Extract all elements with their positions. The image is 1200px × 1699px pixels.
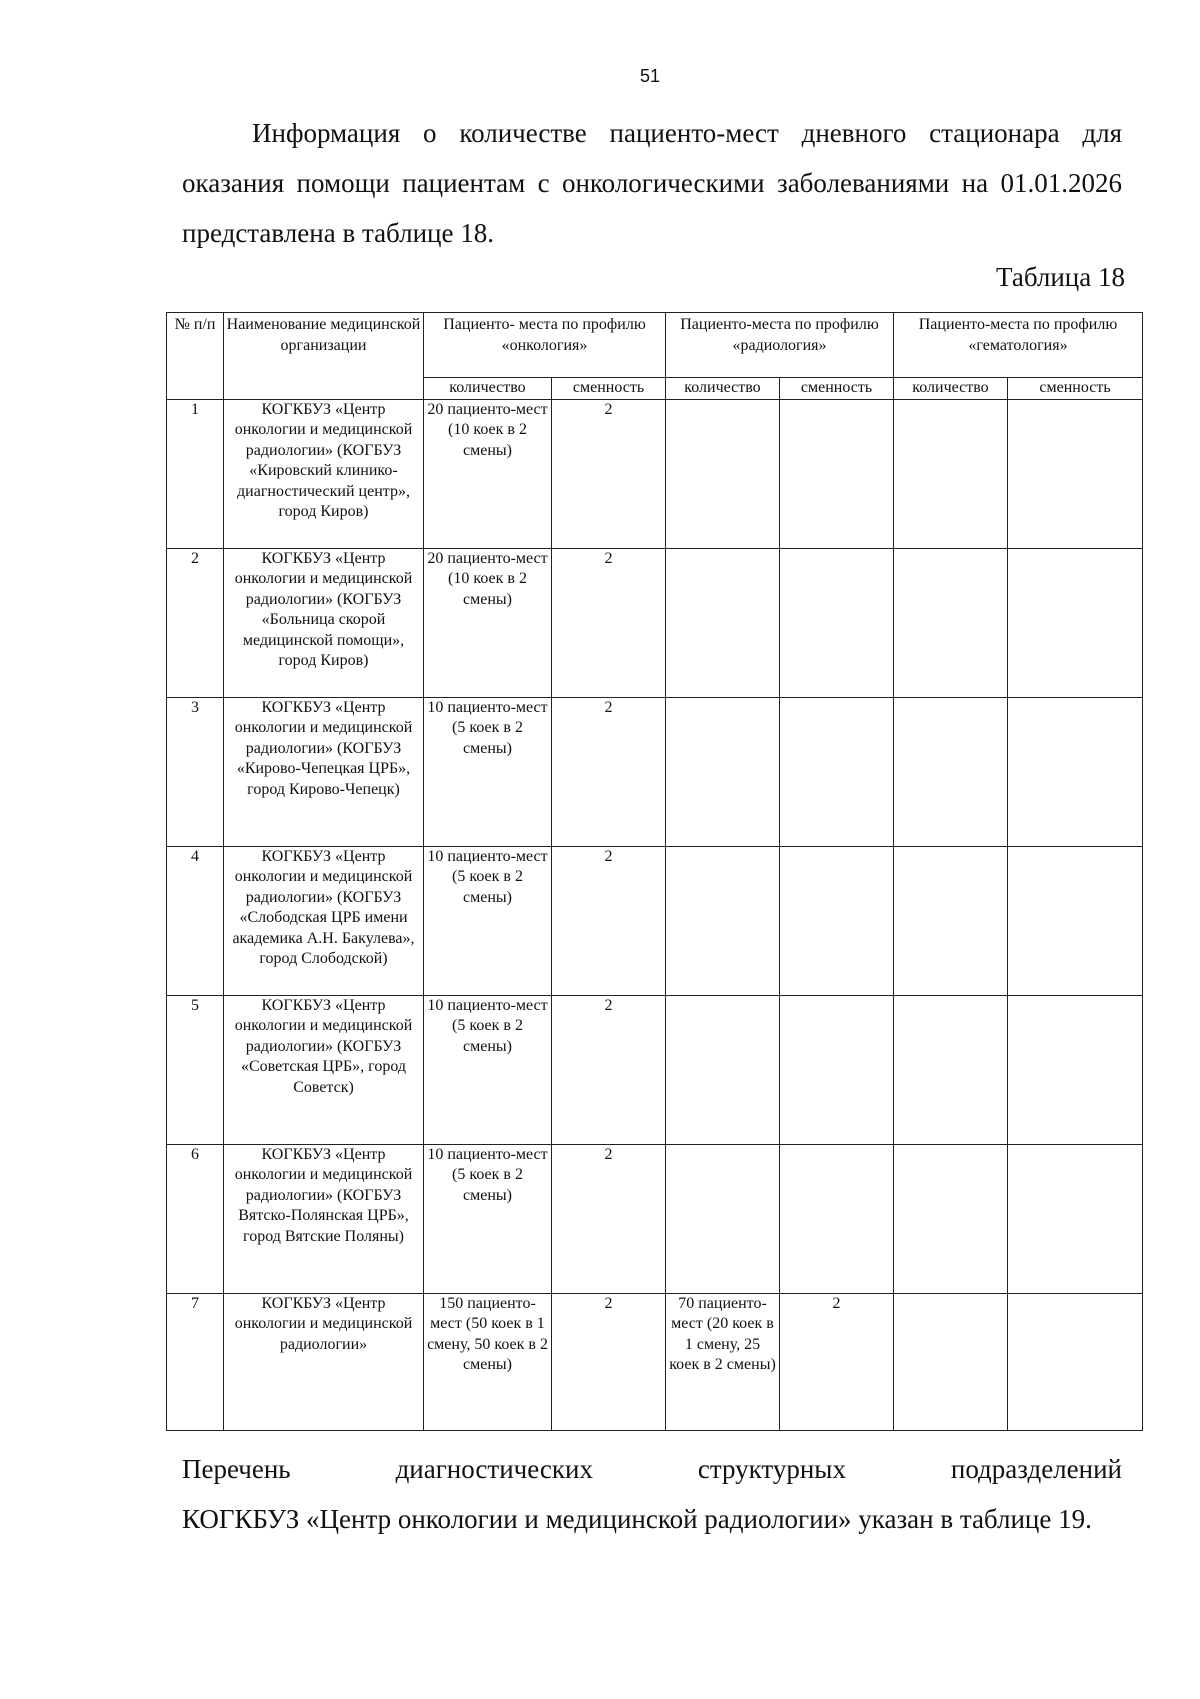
table-row — [167, 1144, 1143, 1293]
table-row — [167, 846, 1143, 995]
cell-onc-count: 20 пациенто-мест (10 коек в 2 смены) — [424, 548, 552, 697]
header-radiology: Пациенто-места по профилю «радиология» — [666, 313, 894, 378]
cell-num: 2 — [167, 548, 224, 697]
table-row — [167, 548, 1143, 697]
header-num: № п/п — [167, 313, 224, 400]
cell-org: КОГКБУЗ «Центр онкологии и медицинской радиологии» (КОГБУЗ «Кировский клинико-диагностический центр», город Киров) — [224, 399, 424, 548]
cell-rad-shifts — [780, 1144, 894, 1293]
header-oncology: Пациенто- места по профилю «онкология» — [424, 313, 666, 378]
closing-line-2: КОГКБУЗ «Центр онкологии и медицинской радиологии» указан в таблице 19. — [182, 1504, 1092, 1534]
table-row — [167, 1293, 1143, 1430]
cell-rad-count — [666, 697, 780, 846]
subheader-hem-shifts: сменность — [1008, 378, 1143, 400]
cell-rad-count — [666, 399, 780, 548]
closing-word: подразделений — [950, 1454, 1122, 1484]
cell-onc-count: 10 пациенто-мест (5 коек в 2 смены) — [424, 846, 552, 995]
cell-hem-shifts — [1008, 399, 1143, 548]
cell-onc-shifts: 2 — [552, 995, 666, 1144]
cell-hem-count — [894, 1144, 1008, 1293]
cell-hem-count — [894, 995, 1008, 1144]
cell-onc-count: 10 пациенто-мест (5 коек в 2 смены) — [424, 1144, 552, 1293]
cell-rad-count — [666, 1144, 780, 1293]
beds-table — [166, 312, 1143, 1431]
cell-num: 4 — [167, 846, 224, 995]
cell-org: КОГКБУЗ «Центр онкологии и медицинской радиологии» (КОГБУЗ Вятско-Полянская ЦРБ», город Вятские Поляны) — [224, 1144, 424, 1293]
cell-onc-shifts: 2 — [552, 1293, 666, 1430]
cell-hem-count — [894, 846, 1008, 995]
cell-rad-shifts — [780, 548, 894, 697]
cell-num: 7 — [167, 1293, 224, 1430]
closing-line-1 — [182, 1444, 1122, 1494]
cell-hem-count — [894, 697, 1008, 846]
cell-rad-shifts — [780, 995, 894, 1144]
cell-onc-count: 10 пациенто-мест (5 коек в 2 смены) — [424, 995, 552, 1144]
cell-onc-count: 10 пациенто-мест (5 коек в 2 смены) — [424, 697, 552, 846]
cell-org: КОГКБУЗ «Центр онкологии и медицинской радиологии» (КОГБУЗ «Больница скорой медицинской помощи», город Киров) — [224, 548, 424, 697]
cell-num: 6 — [167, 1144, 224, 1293]
subheader-hem-count: количество — [894, 378, 1008, 400]
cell-rad-count — [666, 995, 780, 1144]
closing-word: Перечень — [182, 1454, 291, 1484]
cell-hem-shifts — [1008, 995, 1143, 1144]
cell-rad-shifts: 2 — [780, 1293, 894, 1430]
cell-hem-shifts — [1008, 548, 1143, 697]
cell-onc-shifts: 2 — [552, 548, 666, 697]
subheader-rad-count: количество — [666, 378, 780, 400]
closing-word: диагностических — [395, 1454, 593, 1484]
cell-onc-shifts: 2 — [552, 399, 666, 548]
cell-hem-count — [894, 399, 1008, 548]
cell-hem-shifts — [1008, 846, 1143, 995]
cell-rad-shifts — [780, 399, 894, 548]
subheader-onc-count: количество — [424, 378, 552, 400]
cell-hem-shifts — [1008, 697, 1143, 846]
table-row — [167, 399, 1143, 548]
cell-rad-count — [666, 548, 780, 697]
cell-org: КОГКБУЗ «Центр онкологии и медицинской радиологии» (КОГБУЗ «Кирово-Чепецкая ЦРБ», город Кирово-Чепецк) — [224, 697, 424, 846]
cell-hem-shifts — [1008, 1144, 1143, 1293]
cell-rad-count — [666, 846, 780, 995]
cell-onc-count: 20 пациенто-мест (10 коек в 2 смены) — [424, 399, 552, 548]
cell-onc-count: 150 пациенто-мест (50 коек в 1 смену, 50 коек в 2 смены) — [424, 1293, 552, 1430]
cell-onc-shifts: 2 — [552, 1144, 666, 1293]
cell-num: 5 — [167, 995, 224, 1144]
header-org: Наименование медицинской организации — [224, 313, 424, 400]
intro-paragraph: Информация о количестве пациенто-мест дневного стационара для оказания помощи пациентам с онкологическими заболеваниями на 01.01.2026 представлена в таблице 18. — [182, 118, 1122, 248]
subheader-onc-shifts: сменность — [552, 378, 666, 400]
header-hematology: Пациенто-места по профилю «гематология» — [894, 313, 1143, 378]
cell-rad-count: 70 пациенто-мест (20 коек в 1 смену, 25 коек в 2 смены) — [666, 1293, 780, 1430]
cell-num: 3 — [167, 697, 224, 846]
cell-org: КОГКБУЗ «Центр онкологии и медицинской радиологии» (КОГБУЗ «Слободская ЦРБ имени академика А.Н. Бакулева», город Слободской) — [224, 846, 424, 995]
table-caption: Таблица 18 — [996, 262, 1125, 292]
cell-rad-shifts — [780, 846, 894, 995]
cell-onc-shifts: 2 — [552, 697, 666, 846]
cell-hem-count — [894, 548, 1008, 697]
cell-hem-shifts — [1008, 1293, 1143, 1430]
cell-org: КОГКБУЗ «Центр онкологии и медицинской радиологии» (КОГБУЗ «Советская ЦРБ», город Советск) — [224, 995, 424, 1144]
page-number: 51 — [639, 66, 661, 86]
closing-paragraph — [182, 1444, 1122, 1544]
table-row — [167, 995, 1143, 1144]
closing-word: структурных — [697, 1454, 846, 1484]
cell-onc-shifts: 2 — [552, 846, 666, 995]
cell-rad-shifts — [780, 697, 894, 846]
cell-org: КОГКБУЗ «Центр онкологии и медицинской радиологии» — [224, 1293, 424, 1430]
table-row — [167, 697, 1143, 846]
cell-hem-count — [894, 1293, 1008, 1430]
cell-num: 1 — [167, 399, 224, 548]
subheader-rad-shifts: сменность — [780, 378, 894, 400]
